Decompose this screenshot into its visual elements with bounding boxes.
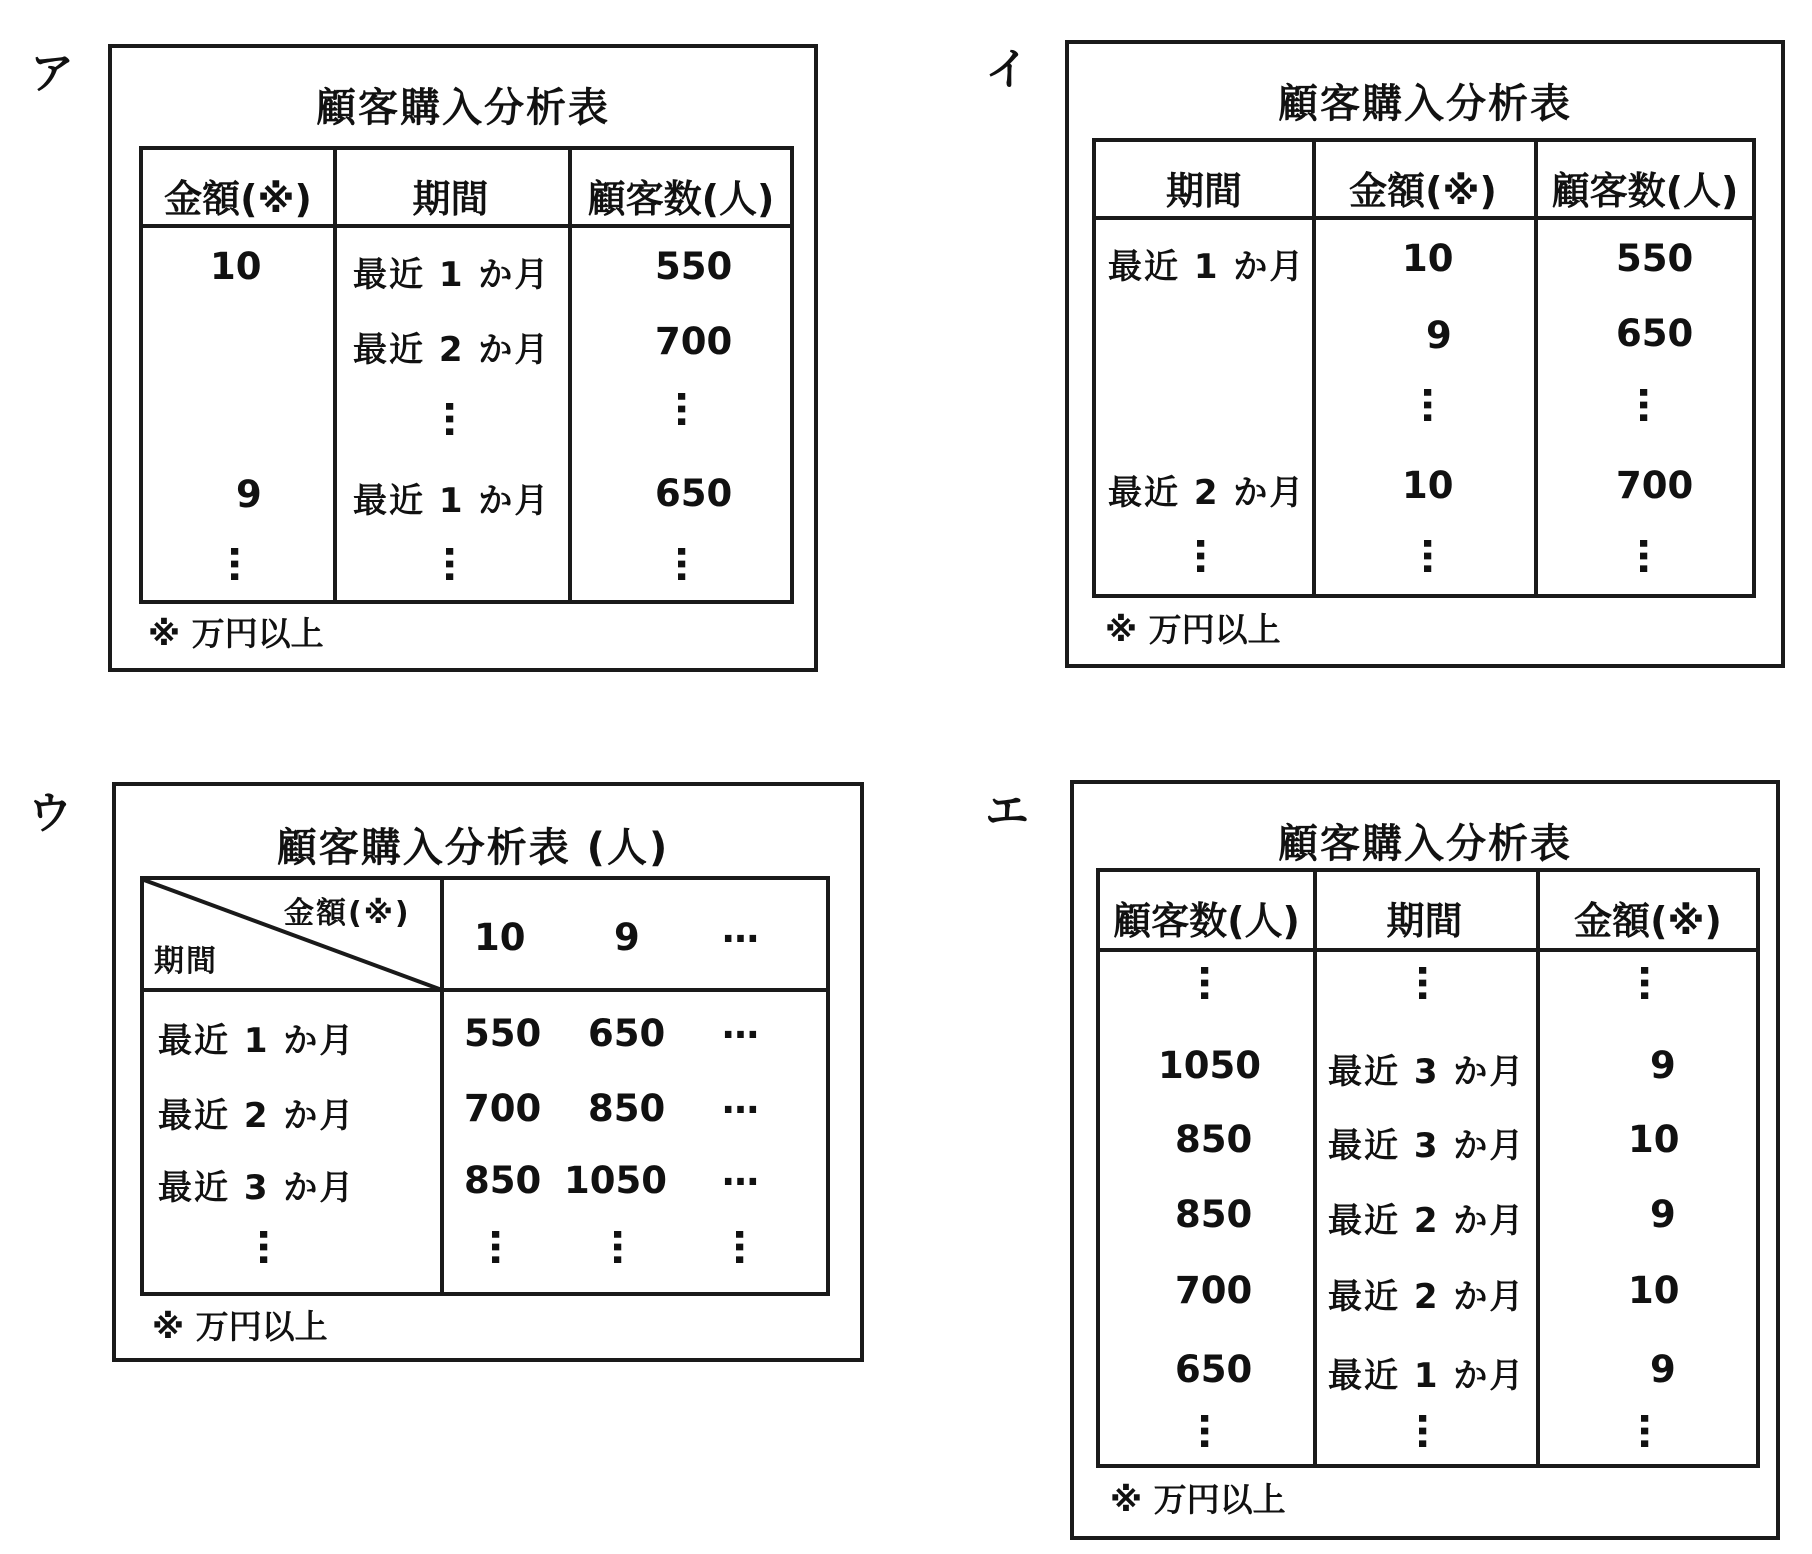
option-label-i: イ bbox=[985, 44, 1029, 95]
panel-e-col-divider-2 bbox=[1536, 872, 1540, 1464]
panel-a-cell: 最近 2 か月 bbox=[353, 330, 551, 370]
panel-u-vdots: … bbox=[483, 1228, 527, 1266]
panel-u-col-header: … bbox=[722, 908, 759, 951]
option-label-a: ア bbox=[30, 48, 74, 99]
panel-e-cell: 850 bbox=[1175, 1193, 1253, 1236]
panel-e-cell: 650 bbox=[1175, 1348, 1253, 1391]
panel-e-vdots: … bbox=[1632, 964, 1676, 1002]
panel-a-table bbox=[139, 146, 794, 604]
panel-e-cell: 9 bbox=[1650, 1348, 1676, 1391]
panel-u-vdots: … bbox=[727, 1228, 771, 1266]
panel-u-col-header: 10 bbox=[474, 916, 526, 959]
panel-e-cell: 最近 2 か月 bbox=[1328, 1277, 1526, 1317]
panel-i bbox=[1065, 40, 1785, 668]
panel-e-header-amount: 金額(※) bbox=[1574, 899, 1722, 943]
panel-u-note: ※ 万円以上 bbox=[152, 1307, 328, 1346]
panel-i-note: ※ 万円以上 bbox=[1105, 610, 1281, 649]
panel-a-cell: 9 bbox=[236, 473, 262, 516]
panel-a bbox=[108, 44, 818, 672]
panel-i-header-customers: 顧客数(人) bbox=[1551, 169, 1739, 213]
option-label-u: ウ bbox=[28, 788, 72, 839]
panel-u-vdots: … bbox=[251, 1228, 295, 1266]
panel-e-cell: 850 bbox=[1175, 1118, 1253, 1161]
panel-e-cell: 9 bbox=[1650, 1044, 1676, 1087]
panel-e-cell: 700 bbox=[1175, 1269, 1253, 1312]
panel-a-vdots: … bbox=[669, 545, 713, 583]
panel-e-cell: 最近 3 か月 bbox=[1328, 1052, 1526, 1092]
panel-e-header-period: 期間 bbox=[1386, 899, 1463, 943]
panel-i-cell: 550 bbox=[1616, 237, 1694, 280]
panel-i-cell: 700 bbox=[1616, 464, 1694, 507]
panel-i-cell: 9 bbox=[1426, 314, 1452, 357]
panel-u-cell: 最近 2 か月 bbox=[158, 1096, 356, 1136]
panel-a-cell: 最近 1 か月 bbox=[353, 481, 551, 521]
panel-u-cell: 550 bbox=[464, 1012, 542, 1055]
panel-e-cell: 最近 3 か月 bbox=[1328, 1126, 1526, 1166]
panel-e-vdots: … bbox=[1410, 1412, 1454, 1450]
panel-u-corner-period: 期間 bbox=[154, 944, 218, 979]
panel-u-cell: … bbox=[722, 1079, 759, 1122]
panel-u-cell: … bbox=[722, 1004, 759, 1047]
panel-e-col-divider-1 bbox=[1313, 872, 1317, 1464]
panel-i-cell: 最近 2 か月 bbox=[1108, 473, 1306, 513]
panel-i-vdots: … bbox=[1188, 537, 1232, 575]
panel-i-header-amount: 金額(※) bbox=[1349, 169, 1497, 213]
panel-i-vdots: … bbox=[1415, 537, 1459, 575]
panel-e-table bbox=[1096, 868, 1760, 1468]
panel-u-title: 顧客購入分析表 (人) bbox=[276, 825, 670, 871]
panel-u-cell: 最近 3 か月 bbox=[158, 1168, 356, 1208]
panel-e-vdots: … bbox=[1632, 1412, 1676, 1450]
panel-e-vdots: … bbox=[1192, 1412, 1236, 1450]
panel-e-cell: 1050 bbox=[1158, 1044, 1261, 1087]
panel-u-cell: 最近 1 か月 bbox=[158, 1021, 356, 1061]
panel-a-vdots: … bbox=[669, 390, 713, 428]
panel-u-cell: … bbox=[722, 1151, 759, 1194]
panel-u-corner-amount: 金額(※) bbox=[284, 896, 411, 931]
panel-a-header-amount: 金額(※) bbox=[164, 177, 312, 221]
panel-e-cell: 最近 1 か月 bbox=[1328, 1356, 1526, 1396]
panel-e-cell: 10 bbox=[1628, 1118, 1680, 1161]
panel-e-note: ※ 万円以上 bbox=[1110, 1480, 1286, 1519]
panel-u-col-header: 9 bbox=[614, 916, 640, 959]
panel-u-cell: 850 bbox=[464, 1159, 542, 1202]
panel-u-table bbox=[140, 876, 830, 1296]
panel-u-cell: 1050 bbox=[564, 1159, 667, 1202]
panel-a-cell: 700 bbox=[655, 320, 733, 363]
panel-e-cell: 9 bbox=[1650, 1193, 1676, 1236]
panel-i-header-period: 期間 bbox=[1165, 169, 1242, 213]
panel-a-vdots: … bbox=[222, 545, 266, 583]
panel-i-vdots: … bbox=[1415, 386, 1459, 424]
panel-i-vdots: … bbox=[1631, 537, 1675, 575]
panel-a-title: 顧客購入分析表 bbox=[316, 85, 610, 131]
panel-a-cell: 550 bbox=[655, 245, 733, 288]
panel-a-note: ※ 万円以上 bbox=[148, 614, 324, 653]
panel-i-cell: 最近 1 か月 bbox=[1108, 247, 1306, 287]
panel-e-cell: 最近 2 か月 bbox=[1328, 1201, 1526, 1241]
panel-i-title: 顧客購入分析表 bbox=[1278, 81, 1572, 127]
panel-e-vdots: … bbox=[1410, 964, 1454, 1002]
panel-i-cell: 650 bbox=[1616, 312, 1694, 355]
panel-e-header-customers: 顧客数(人) bbox=[1113, 899, 1300, 943]
panel-i-table bbox=[1092, 138, 1756, 598]
panel-e-cell: 10 bbox=[1628, 1269, 1680, 1312]
panel-a-vdots: … bbox=[437, 545, 481, 583]
panel-a-header-period: 期間 bbox=[412, 177, 489, 221]
panel-e bbox=[1070, 780, 1780, 1540]
panel-u-cell: 850 bbox=[588, 1087, 666, 1130]
panel-i-vdots: … bbox=[1631, 386, 1675, 424]
panel-a-header-customers: 顧客数(人) bbox=[587, 177, 775, 221]
option-label-e: エ bbox=[985, 786, 1029, 837]
panel-a-vdots: … bbox=[437, 400, 481, 438]
panel-u-cell: 700 bbox=[464, 1087, 542, 1130]
panel-u bbox=[112, 782, 864, 1362]
panel-u-vdots: … bbox=[605, 1228, 649, 1266]
panel-a-cell: 10 bbox=[210, 245, 262, 288]
panel-i-cell: 10 bbox=[1402, 464, 1454, 507]
panel-u-cell: 650 bbox=[588, 1012, 666, 1055]
panel-e-vdots: … bbox=[1192, 964, 1236, 1002]
panel-a-cell: 650 bbox=[655, 472, 733, 515]
panel-e-title: 顧客購入分析表 bbox=[1278, 821, 1572, 867]
panel-a-cell: 最近 1 か月 bbox=[353, 255, 551, 295]
panel-i-cell: 10 bbox=[1402, 237, 1454, 280]
